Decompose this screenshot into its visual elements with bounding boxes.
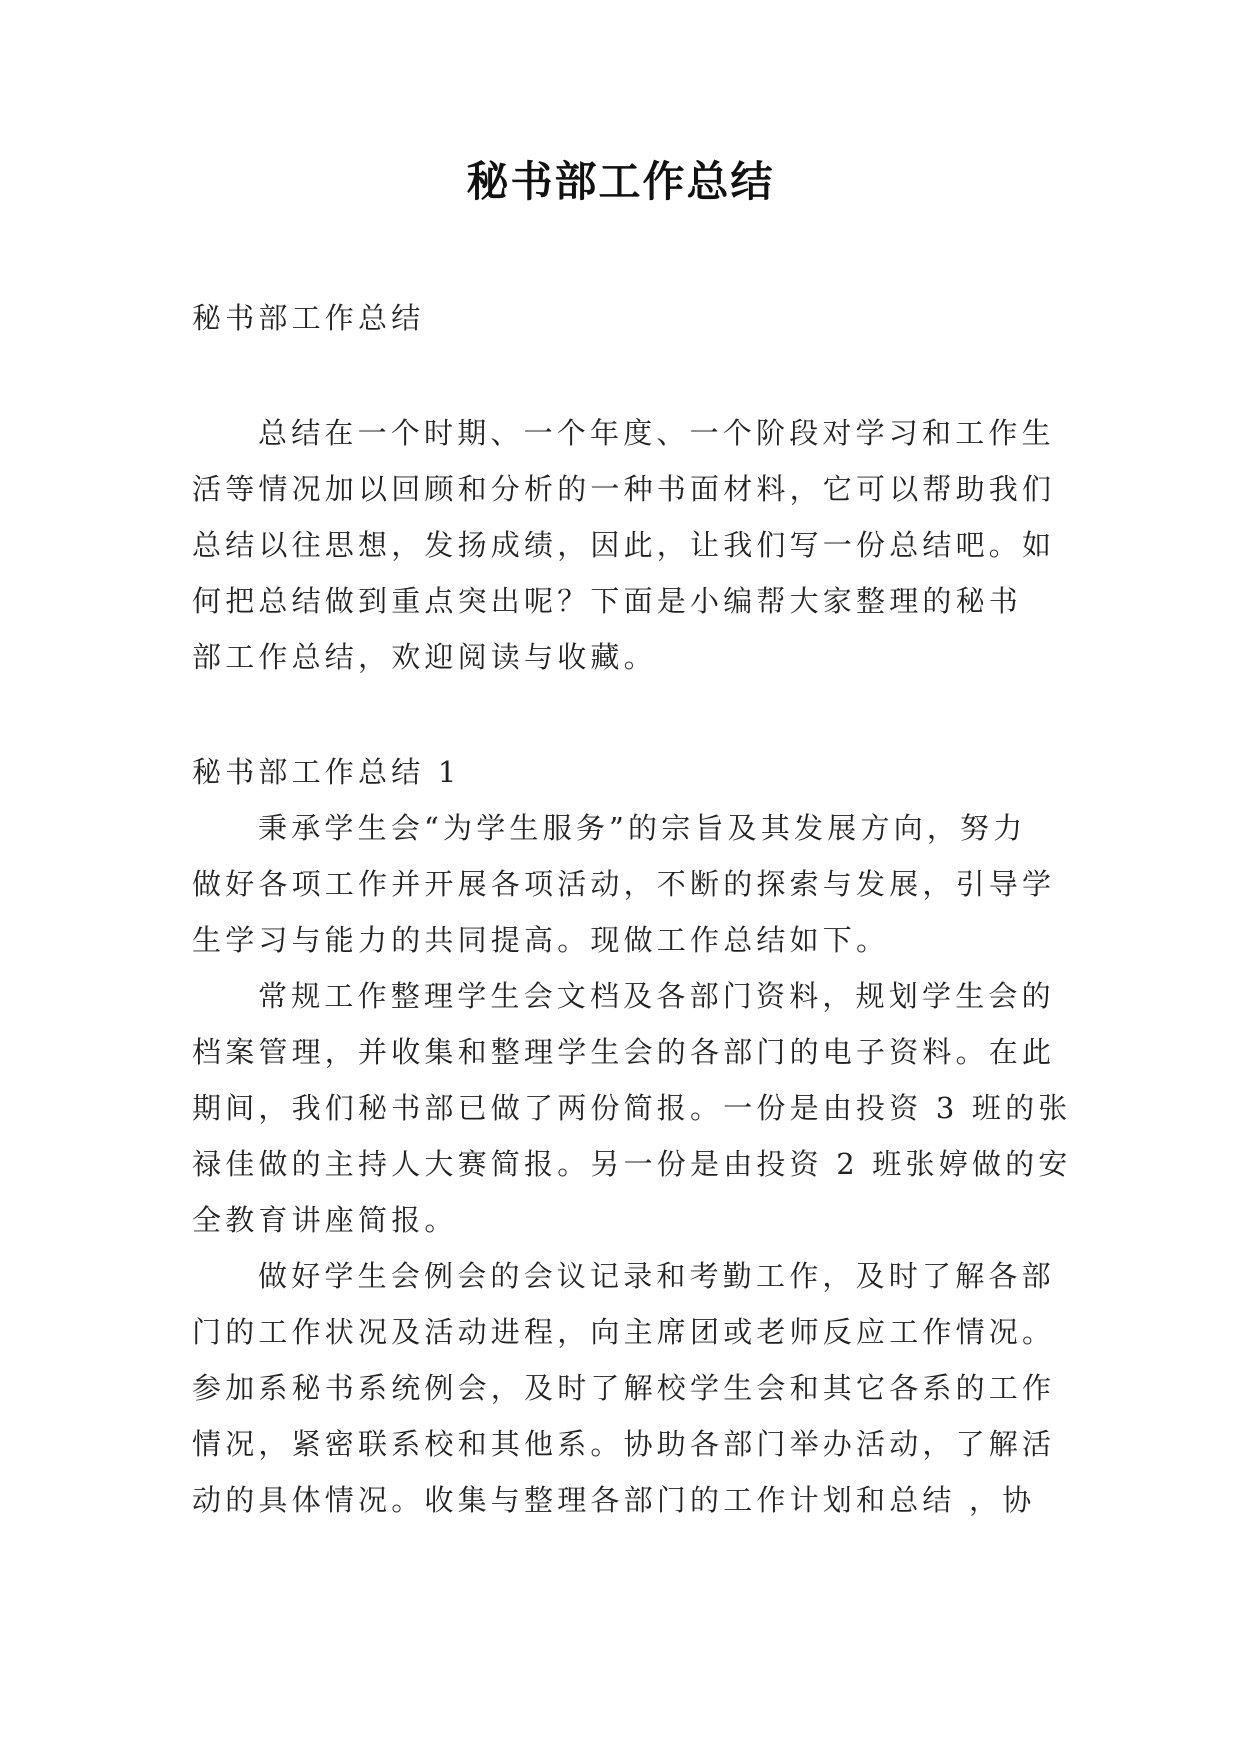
intro-line: 总结以往思想，发扬成绩，因此，让我们写一份总结吧。如 <box>192 528 1056 562</box>
spacer <box>192 346 1062 405</box>
paragraph-line: 生学习与能力的共同提高。现做工作总结如下。 <box>192 923 890 957</box>
paragraph-2 <box>192 968 1072 1248</box>
intro-line: 何把总结做到重点突出呢？下面是小编帮大家整理的秘书 <box>192 584 1023 618</box>
spacer <box>192 685 1062 744</box>
paragraph-line: 动的具体情况。收集与整理各部门的工作计划和总结 ，协 <box>192 1483 1036 1517</box>
document-subtitle: 秘书部工作总结 <box>192 301 425 335</box>
paragraph-line: 档案管理，并收集和整理学生会的各部门的电子资料。在此 <box>192 1035 1056 1069</box>
paragraph-line: 情况，紧密联系校和其他系。协助各部门举办活动，了解活 <box>192 1427 1056 1461</box>
intro-line: 部工作总结，欢迎阅读与收藏。 <box>192 640 657 674</box>
paragraph-line: 秉承学生会“为学生服务”的宗旨及其发展方向，努力 <box>258 811 1027 845</box>
paragraph-1 <box>192 800 1062 968</box>
document-body <box>192 290 1072 1528</box>
paragraph-line: 常规工作整理学生会文档及各部门资料，规划学生会的 <box>258 979 1055 1013</box>
paragraph-line: 期间，我们秘书部已做了两份简报。一份是由投资 3 班的张 <box>192 1091 1072 1125</box>
paragraph-line: 门的工作状况及活动进程，向主席团或老师反应工作情况。 <box>192 1315 1056 1349</box>
section-heading: 秘书部工作总结 1 <box>192 755 461 789</box>
intro-line: 总结在一个时期、一个年度、一个阶段对学习和工作生 <box>258 416 1055 450</box>
document-title: 秘书部工作总结 <box>466 157 775 206</box>
intro-line: 活等情况加以回顾和分析的一种书面材料，它可以帮助我们 <box>192 472 1056 506</box>
paragraph-line: 全教育讲座简报。 <box>192 1203 458 1237</box>
intro-paragraph <box>192 405 1062 685</box>
paragraph-line: 做好学生会例会的会议记录和考勤工作，及时了解各部 <box>258 1259 1055 1293</box>
paragraph-3 <box>192 1248 1062 1528</box>
paragraph-line: 做好各项工作并开展各项活动，不断的探索与发展，引导学 <box>192 867 1056 901</box>
paragraph-line: 参加系秘书系统例会，及时了解校学生会和其它各系的工作 <box>192 1371 1056 1405</box>
paragraph-line: 禄佳做的主持人大赛简报。另一份是由投资 2 班张婷做的安 <box>192 1147 1072 1181</box>
